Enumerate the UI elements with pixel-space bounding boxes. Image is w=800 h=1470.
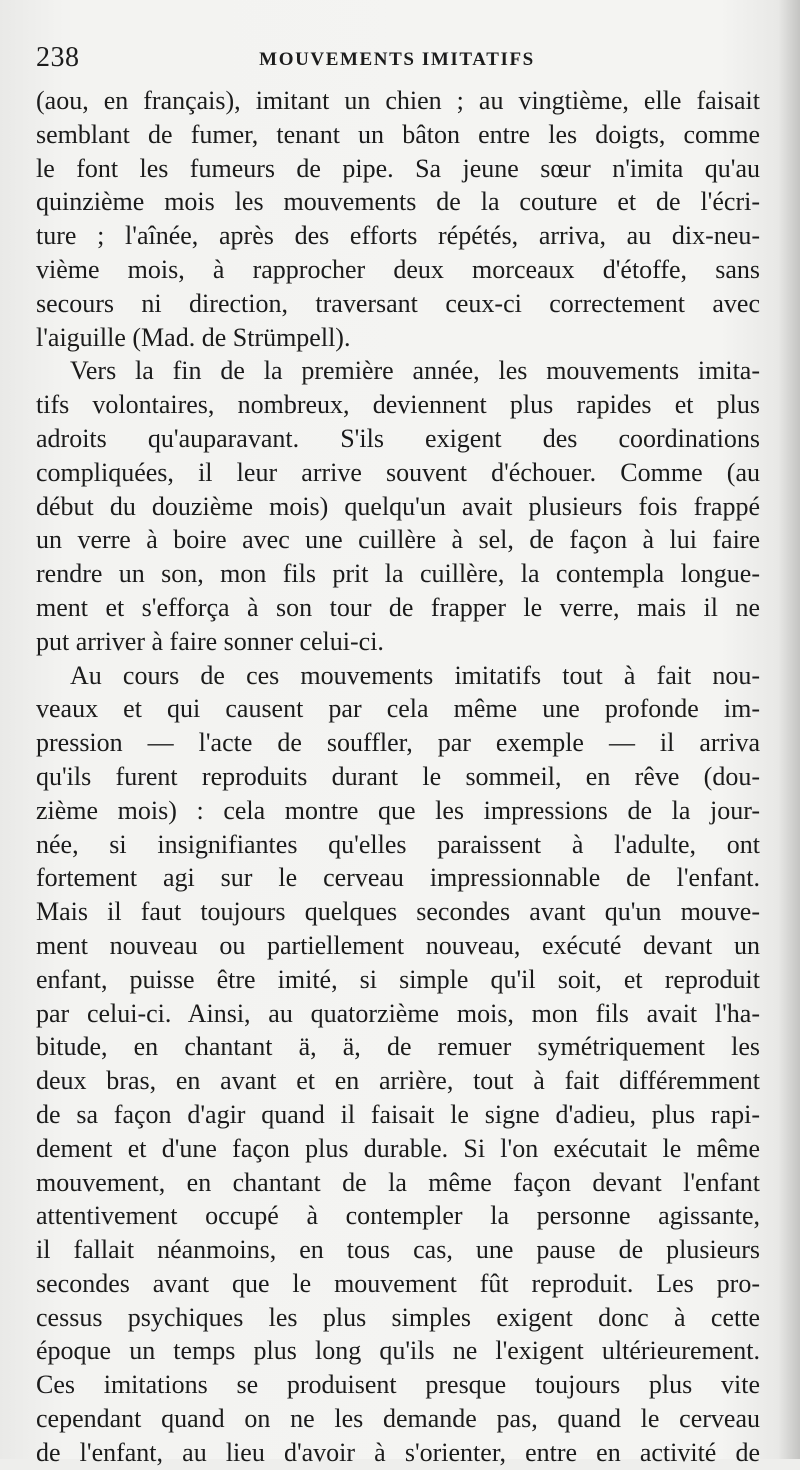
text-line: début du douzième mois) quelqu'un avait plusieurs fois frappé: [36, 491, 760, 521]
text-line: cependant quand on ne les demande pas, quand le cerveau: [36, 1404, 760, 1434]
text-line: tifs volontaires, nombreux, deviennent plus rapides et plus: [36, 390, 760, 420]
text-line: pression — l'acte de souffler, par exemple — il arriva: [36, 728, 760, 758]
text-line: ment nouveau ou partiellement nouveau, exécuté devant un: [36, 930, 760, 960]
text-line: époque un temps plus long qu'ils ne l'exigent ultérieurement.: [36, 1336, 760, 1366]
text-line: (aou, en français), imitant un chien ; au vingtième, elle faisait: [36, 86, 760, 115]
page-header: [36, 38, 758, 78]
text-line: ture ; l'aînée, après des efforts répétés, arriva, au dix-neu-: [36, 221, 760, 251]
body-text: [36, 84, 760, 1470]
text-line: l'aiguille (Mad. de Strümpell).: [36, 322, 351, 352]
text-line: enfant, puisse être imité, si simple qu'il soit, et reproduit: [36, 964, 760, 994]
text-line: Mais il faut toujours quelques secondes avant qu'un mouve-: [36, 897, 760, 927]
text-line: compliquées, il leur arrive souvent d'échouer. Comme (au: [36, 457, 760, 487]
page-edge-shadow: [778, 0, 800, 1459]
text-line: qu'ils furent reproduits durant le sommeil, en rêve (dou-: [36, 761, 760, 791]
text-line: mouvement, en chantant de la même façon devant l'enfant: [36, 1167, 760, 1197]
text-line: quinzième mois les mouvements de la couture et de l'écri-: [36, 187, 760, 217]
text-line: de l'enfant, au lieu d'avoir à s'orienter, entre en activité de: [36, 1437, 760, 1467]
text-line: un verre à boire avec une cuillère à sel, de façon à lui faire: [36, 525, 760, 555]
text-line: dement et d'une façon plus durable. Si l'on exécutait le même: [36, 1133, 760, 1163]
text-line: put arriver à faire sonner celui-ci.: [36, 626, 384, 656]
text-line: semblant de fumer, tenant un bâton entre les doigts, comme: [36, 119, 760, 149]
text-line: deux bras, en avant et en arrière, tout à fait différemment: [36, 1066, 760, 1096]
text-line: veaux et qui causent par cela même une profonde im-: [36, 694, 760, 724]
text-line: attentivement occupé à contempler la personne agissante,: [36, 1201, 760, 1231]
text-line: secondes avant que le mouvement fût reproduit. Les pro-: [36, 1268, 760, 1298]
text-line: bitude, en chantant ä, ä, de remuer symétriquement les: [36, 1032, 760, 1062]
text-line: née, si insignifiantes qu'elles paraissent à l'adulte, ont: [36, 829, 760, 859]
running-title: MOUVEMENTS IMITATIFS: [259, 49, 535, 70]
text-line: le font les fumeurs de pipe. Sa jeune sœur n'imita qu'au: [36, 153, 760, 183]
text-line: fortement agi sur le cerveau impressionnable de l'enfant.: [36, 863, 760, 893]
text-line: il fallait néanmoins, en tous cas, une pause de plusieurs: [36, 1235, 760, 1265]
text-line: de sa façon d'agir quand il faisait le signe d'adieu, plus rapi-: [36, 1099, 760, 1129]
text-line: zième mois) : cela montre que les impressions de la jour-: [36, 795, 760, 825]
text-line: ment et s'efforça à son tour de frapper le verre, mais il ne: [36, 592, 760, 622]
text-line: secours ni direction, traversant ceux-ci correctement avec: [36, 288, 760, 318]
text-line: rendre un son, mon fils prit la cuillère, la contempla longue-: [36, 559, 760, 589]
text-line: vième mois, à rapprocher deux morceaux d'étoffe, sans: [36, 254, 760, 284]
page-number: 238: [36, 42, 80, 73]
text-line: Ces imitations se produisent presque toujours plus vite: [36, 1370, 760, 1400]
text-line: adroits qu'auparavant. S'ils exigent des coordinations: [36, 423, 760, 453]
text-line: cessus psychiques les plus simples exigent donc à cette: [36, 1302, 760, 1332]
text-line: Au cours de ces mouvements imitatifs tout à fait nou-: [70, 660, 760, 690]
text-line: Vers la fin de la première année, les mouvements imita-: [70, 356, 760, 386]
text-line: par celui-ci. Ainsi, au quatorzième mois, mon fils avait l'ha-: [36, 998, 760, 1028]
